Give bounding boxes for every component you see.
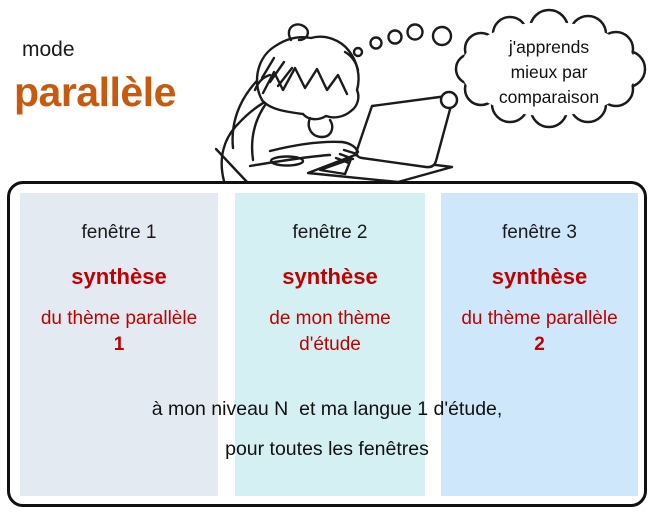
window-3-title: fenêtre 3	[502, 222, 577, 243]
window-2-title: fenêtre 2	[292, 222, 368, 243]
thought-cloud-line-1: j'apprends	[508, 37, 590, 57]
window-2-detail: de mon thème	[269, 308, 391, 329]
window-1-detail: du thème parallèle	[40, 308, 198, 329]
window-2-detail-2: d'étude	[299, 334, 361, 355]
window-1-title: fenêtre 1	[81, 222, 157, 243]
thought-cloud-line-2: mieux par	[510, 62, 588, 82]
mode-label: mode	[22, 38, 75, 61]
windows-panel	[7, 181, 647, 507]
mode-title: parallèle	[14, 69, 176, 115]
footer-line-2: pour toutes les fenêtres	[225, 438, 429, 460]
person-thinking-illustration	[0, 0, 657, 190]
thought-bubbles	[354, 25, 451, 57]
window-3-emphasis: 2	[534, 334, 545, 355]
thought-cloud-line-3: comparaison	[498, 87, 600, 107]
window-3-heading: synthèse	[491, 264, 588, 289]
footer-line-1: à mon niveau N et ma langue 1 d'étude,	[151, 398, 503, 420]
window-1-emphasis: 1	[113, 334, 125, 355]
window-1-heading: synthèse	[71, 264, 167, 289]
window-2-heading: synthèse	[282, 264, 378, 289]
window-3-detail: du thème parallèle	[461, 308, 618, 329]
panel-footer	[10, 389, 644, 469]
